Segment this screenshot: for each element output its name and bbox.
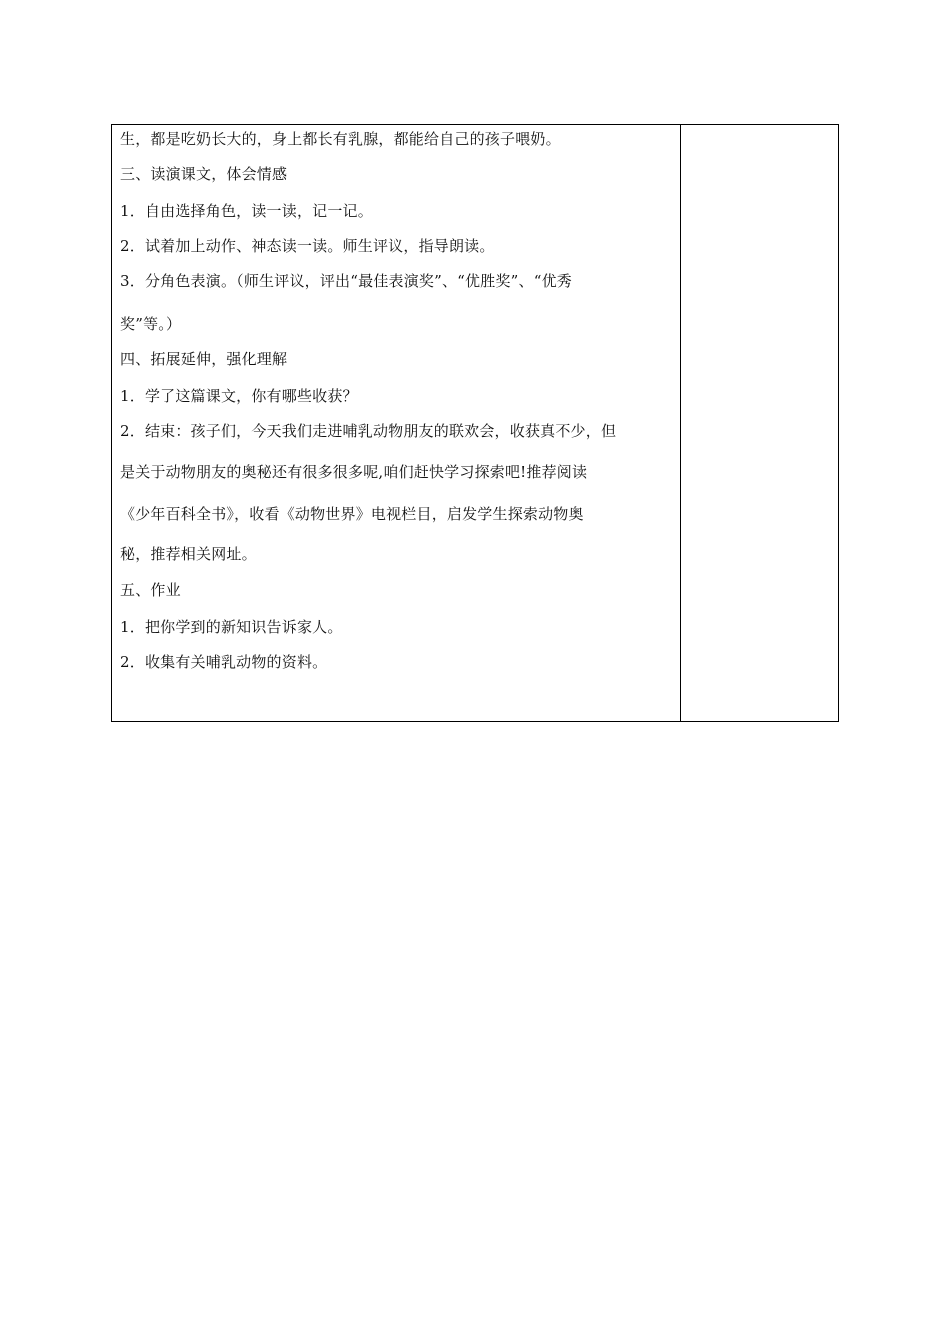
section-heading-4: 四、拓展延伸，强化理解	[120, 350, 288, 368]
lesson-table	[111, 124, 839, 722]
text-line: 是关于动物朋友的奥秘还有很多很多呢,咱们赶快学习探索吧!推荐阅读	[120, 463, 588, 481]
text-line: 奖”等。）	[120, 315, 182, 333]
section-heading-5: 五、作业	[120, 581, 181, 599]
text-line: 2．结束：孩子们，今天我们走进哺乳动物朋友的联欢会，收获真不少，但	[120, 422, 617, 440]
section-heading-3: 三、读演课文，体会情感	[120, 165, 288, 183]
text-line: 1．学了这篇课文，你有哪些收获？	[120, 387, 358, 405]
text-line: 《少年百科全书》，收看《动物世界》电视栏目，启发学生探索动物奥	[120, 505, 584, 523]
text-line: 2．试着加上动作、神态读一读。师生评议，指导朗读。	[120, 237, 495, 255]
notes-cell	[681, 125, 838, 721]
text-line: 1．自由选择角色，读一读，记一记。	[120, 202, 373, 220]
text-line: 生，都是吃奶长大的，身上都长有乳腺，都能给自己的孩子喂奶。	[120, 130, 561, 148]
lesson-content-cell	[112, 125, 681, 721]
text-line: 1．把你学到的新知识告诉家人。	[120, 618, 343, 636]
text-line: 2．收集有关哺乳动物的资料。	[120, 653, 328, 671]
text-line: 秘，推荐相关网址。	[120, 545, 257, 563]
text-line: 3．分角色表演。（师生评议，评出“最佳表演奖”、“优胜奖”、“优秀	[120, 272, 572, 290]
